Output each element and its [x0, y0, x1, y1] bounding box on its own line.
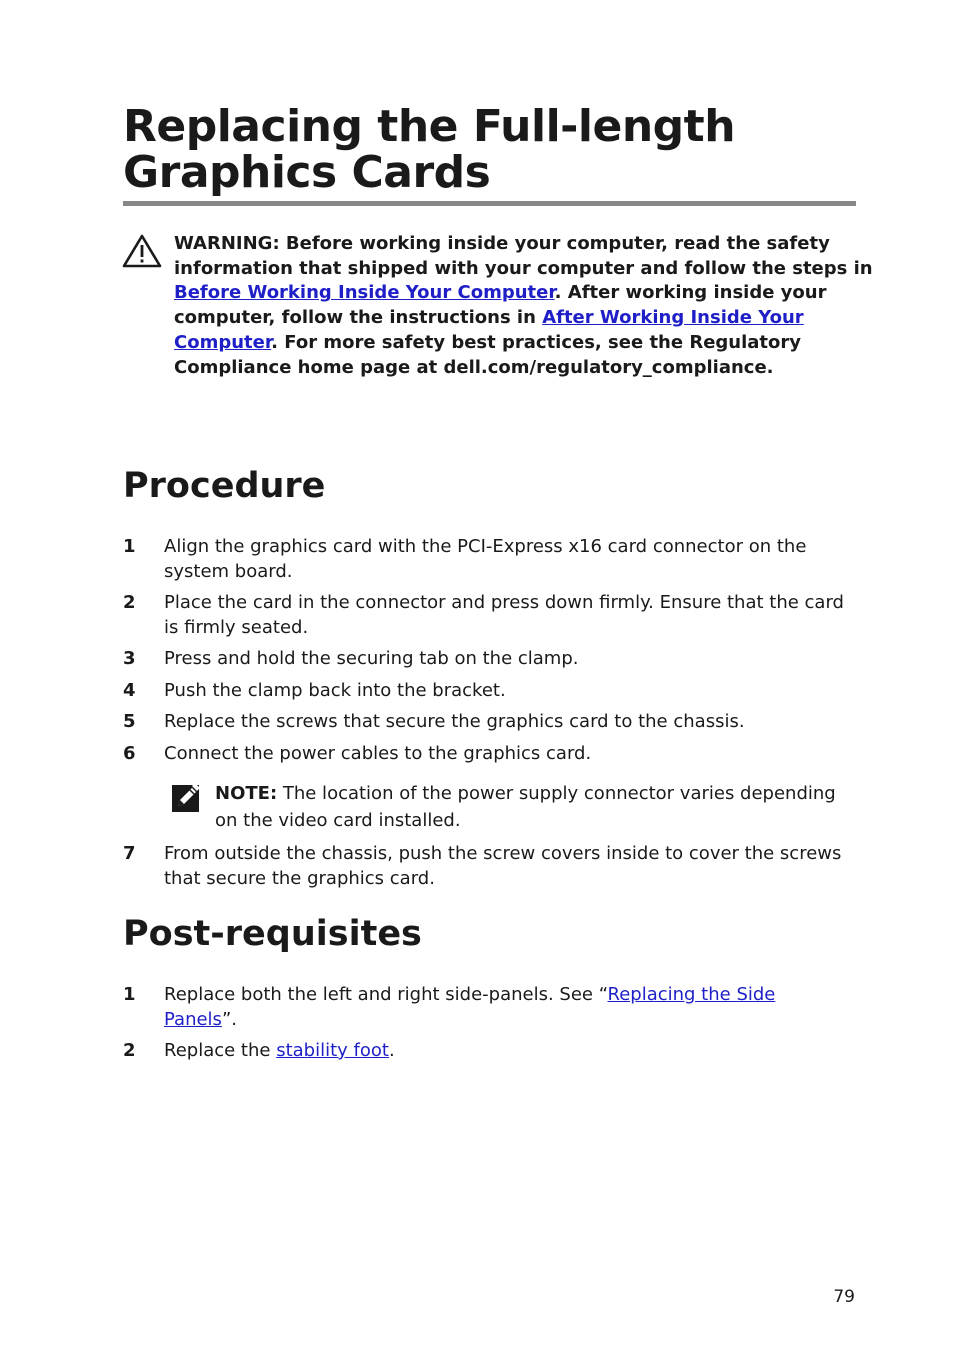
note-pencil-icon [172, 783, 200, 813]
step-number: 1 [123, 984, 136, 1005]
step-number: 6 [123, 743, 136, 764]
step-text: Press and hold the securing tab on the clamp. [164, 648, 579, 669]
procedure-step [123, 646, 858, 671]
procedure-step [123, 534, 858, 584]
title-rule [123, 201, 856, 206]
step-number: 5 [123, 711, 136, 732]
step-text: Replace both the left and right side-panels. See “Replacing the Side Panels”. [164, 984, 776, 1030]
step-text: From outside the chassis, push the screw covers inside to cover the screws that secure the graphics card. [164, 843, 842, 889]
postreq-step [123, 982, 823, 1032]
procedure-step [123, 841, 858, 891]
before-working-link[interactable]: Before Working Inside Your Computer [174, 282, 555, 304]
procedure-step [123, 678, 858, 703]
step-text: Replace the screws that secure the graphics card to the chassis. [164, 711, 745, 732]
warning-text: WARNING: Before working inside your computer, read the safety information that shipped with your computer and follow the steps in Before Working Inside Your Computer. After working inside your computer, follow the instructions in After Working Inside Your Computer. For more safety best practices, see the Regulatory Compliance home page at dell.com/regulatory_compliance. [174, 233, 873, 378]
note-label: NOTE: [215, 783, 278, 804]
replacing-side-panels-link[interactable]: Replacing the Side Panels [164, 984, 776, 1030]
step-number: 2 [123, 592, 136, 613]
procedure-step [123, 590, 858, 640]
step-number: 1 [123, 536, 136, 557]
step-text: Push the clamp back into the bracket. [164, 680, 506, 701]
page-title: Replacing the Full-length Graphics Cards [123, 101, 736, 198]
procedure-step [123, 741, 858, 766]
step-text: Place the card in the connector and press down firmly. Ensure that the card is firmly seated. [164, 592, 844, 638]
stability-foot-link[interactable]: stability foot [276, 1040, 389, 1061]
postreq-heading: Post-requisites [123, 914, 422, 954]
warning-triangle-icon [122, 234, 162, 268]
postreq-step [123, 1038, 858, 1063]
step-number: 3 [123, 648, 136, 669]
step-text: Replace the stability foot. [164, 1040, 395, 1061]
procedure-heading: Procedure [123, 466, 326, 506]
after-working-link[interactable]: After Working Inside Your Computer [174, 307, 804, 353]
step-number: 4 [123, 680, 136, 701]
step-text: Connect the power cables to the graphics card. [164, 743, 592, 764]
step-text: Align the graphics card with the PCI-Express x16 card connector on the system board. [164, 536, 807, 582]
procedure-step [123, 709, 858, 734]
step-number: 2 [123, 1040, 136, 1061]
step-number: 7 [123, 843, 136, 864]
note-text: NOTE: The location of the power supply connector varies depending on the video card installed. [215, 783, 836, 831]
page-number: 79 [833, 1287, 855, 1307]
